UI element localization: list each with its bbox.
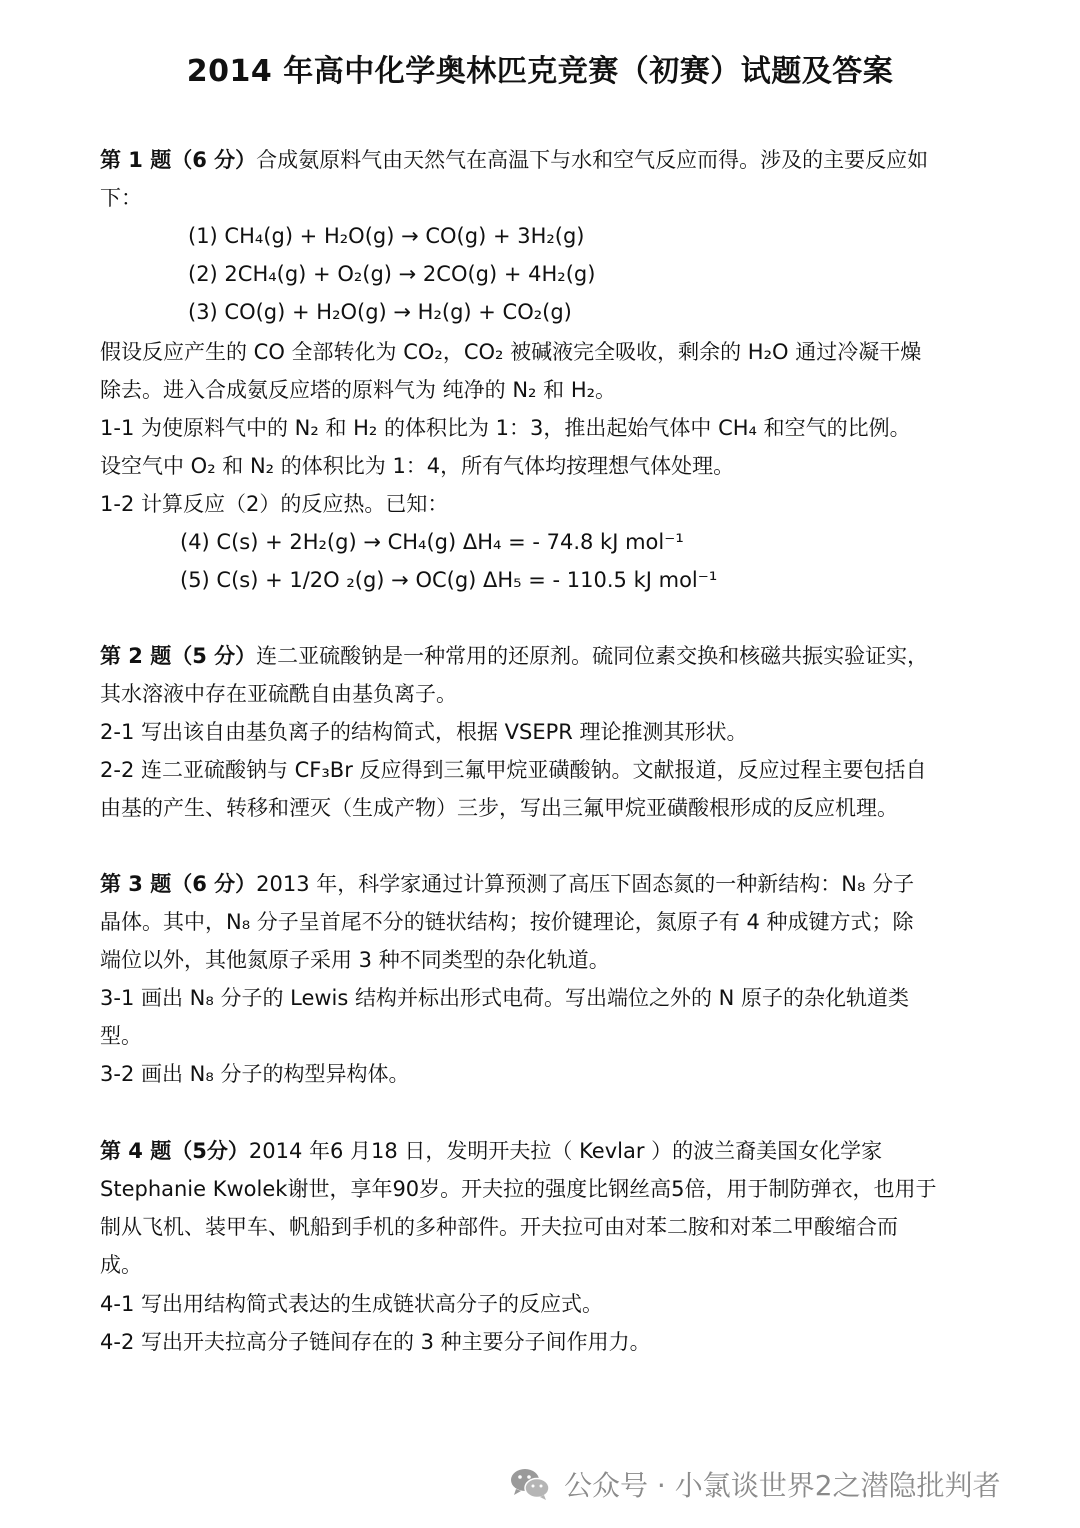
q1-text-1: 假设反应产生的 CO 全部转化为 CO₂，CO₂ 被碱液完全吸收，剩余的 H₂O 通过冷凝干燥 bbox=[100, 340, 922, 364]
q3-intro-text-1: 2013 年，科学家通过计算预测了高压下固态氮的一种新结构：N₈ 分子 bbox=[256, 872, 915, 896]
q3-intro-line-3: 端位以外，其他氮原子采用 3 种不同类型的杂化轨道。 bbox=[100, 948, 610, 972]
q1-subquestion-1-1b: 设空气中 O₂ 和 N₂ 的体积比为 1：4，所有气体均按理想气体处理。 bbox=[100, 454, 735, 478]
q1-text-2: 除去。进入合成氨反应塔的原料气为 纯净的 N₂ 和 H₂。 bbox=[100, 378, 617, 402]
q1-intro-line-1 bbox=[100, 146, 928, 174]
q4-intro-line-1 bbox=[100, 1137, 882, 1165]
q2-intro-line-1 bbox=[100, 642, 928, 670]
q4-subquestion-4-1: 4-1 写出用结构简式表达的生成链状高分子的反应式。 bbox=[100, 1292, 603, 1316]
q3-subquestion-3-1a: 3-1 画出 N₈ 分子的 Lewis 结构并标出形式电荷。写出端位之外的 N 原子的杂化轨道类 bbox=[100, 986, 910, 1010]
q1-subquestion-1-2: 1-2 计算反应（2）的反应热。已知： bbox=[100, 492, 449, 516]
q3-intro-line-1 bbox=[100, 870, 914, 898]
q3-subquestion-3-1b: 型。 bbox=[100, 1024, 142, 1048]
q1-intro-line-2: 下： bbox=[100, 186, 142, 210]
q1-equation-3: (3) CO(g) + H₂O(g) → H₂(g) + CO₂(g) bbox=[188, 300, 572, 324]
q4-intro-text-1: 2014 年6 月18 日，发明开夫拉（ Kevlar ）的波兰裔美国女化学家 bbox=[248, 1139, 883, 1163]
q2-intro-line-2: 其水溶液中存在亚硫酰自由基负离子。 bbox=[100, 682, 457, 706]
q1-subquestion-1-1a: 1-1 为使原料气中的 N₂ 和 H₂ 的体积比为 1：3，推出起始气体中 CH₄ 和空气的比例。 bbox=[100, 416, 911, 440]
watermark-text: 公众号 · 小氯谈世界2之潜隐批判者 bbox=[564, 1469, 1001, 1502]
q1-equation-4: (4) C(s) + 2H₂(g) → CH₄(g) ΔH₄ = - 74.8 kJ mol⁻¹ bbox=[180, 530, 684, 554]
q1-intro-text-1: 合成氨原料气由天然气在高温下与水和空气反应而得。涉及的主要反应如 bbox=[256, 148, 929, 172]
wechat-icon bbox=[508, 1464, 552, 1504]
q4-heading: 第 4 题（5分） bbox=[100, 1139, 249, 1163]
q1-equation-5: (5) C(s) + 1/2O ₂(g) → OC(g) ΔH₅ = - 110.5 kJ mol⁻¹ bbox=[180, 568, 718, 592]
q1-heading: 第 1 题（6 分） bbox=[100, 148, 257, 172]
watermark bbox=[508, 1462, 1001, 1506]
q2-subquestion-2-1: 2-1 写出该自由基负离子的结构简式，根据 VSEPR 理论推测其形状。 bbox=[100, 720, 748, 744]
q2-subquestion-2-2b: 由基的产生、转移和湮灭（生成产物）三步，写出三氟甲烷亚磺酸根形成的反应机理。 bbox=[100, 796, 898, 820]
q3-subquestion-3-2: 3-2 画出 N₈ 分子的构型异构体。 bbox=[100, 1062, 410, 1086]
q2-intro-text-1: 连二亚硫酸钠是一种常用的还原剂。硫同位素交换和核磁共振实验证实， bbox=[256, 644, 929, 668]
q4-intro-line-3: 制从飞机、装甲车、帆船到手机的多种部件。开夫拉可由对苯二胺和对苯二甲酸缩合而 bbox=[100, 1215, 898, 1239]
q4-subquestion-4-2: 4-2 写出开夫拉高分子链间存在的 3 种主要分子间作用力。 bbox=[100, 1330, 651, 1354]
q3-intro-line-2: 晶体。其中，N₈ 分子呈首尾不分的链状结构；按价键理论，氮原子有 4 种成键方式；除 bbox=[100, 910, 914, 934]
q4-intro-line-2: Stephanie Kwolek谢世，享年90岁。开夫拉的强度比钢丝高5倍，用于制防弹衣，也用于 bbox=[100, 1177, 937, 1201]
q1-equation-1: (1) CH₄(g) + H₂O(g) → CO(g) + 3H₂(g) bbox=[188, 224, 585, 248]
page-title: 2014 年高中化学奥林匹克竞赛（初赛）试题及答案 bbox=[186, 54, 894, 89]
q3-heading: 第 3 题（6 分） bbox=[100, 872, 257, 896]
q2-subquestion-2-2a: 2-2 连二亚硫酸钠与 CF₃Br 反应得到三氟甲烷亚磺酸钠。文献报道，反应过程主要包括自 bbox=[100, 758, 927, 782]
q1-equation-2: (2) 2CH₄(g) + O₂(g) → 2CO(g) + 4H₂(g) bbox=[188, 262, 596, 286]
q4-intro-line-4: 成。 bbox=[100, 1253, 142, 1277]
q2-heading: 第 2 题（5 分） bbox=[100, 644, 257, 668]
